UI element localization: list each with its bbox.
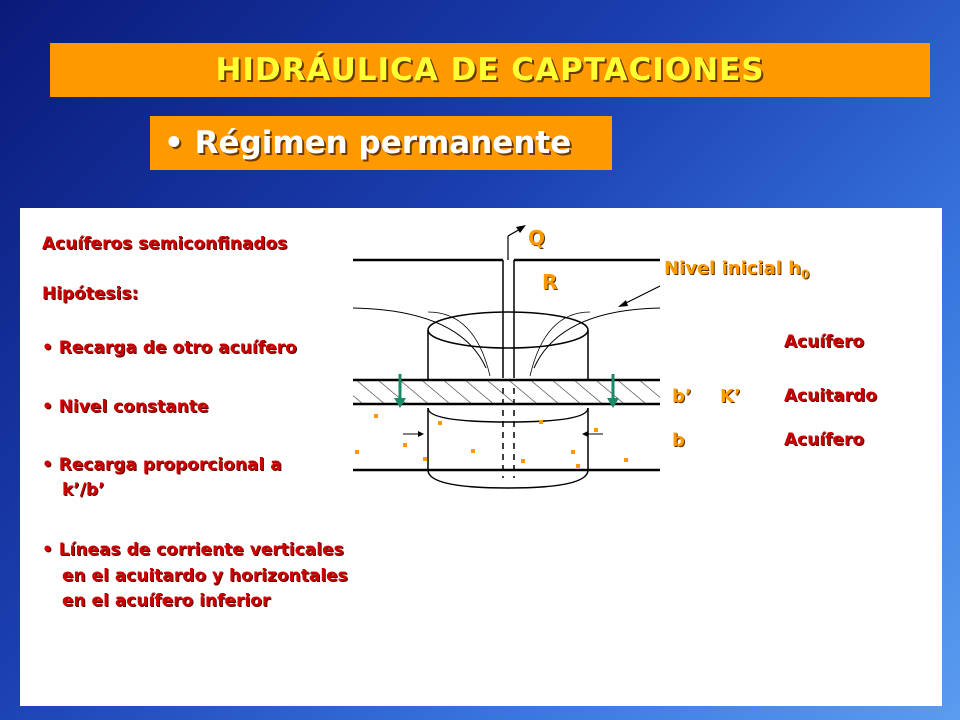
cone-curve-right [534, 308, 660, 368]
cone-curve-left [353, 308, 486, 368]
label-acuifero-top: Acuífero [784, 332, 865, 352]
title-bar [50, 43, 930, 97]
flow-arrow-left-head [418, 431, 424, 437]
nivel-pointer-head [618, 300, 628, 307]
content-panel [20, 208, 942, 706]
label-r: R [542, 270, 558, 294]
cylinder-bottom-curve [428, 470, 588, 488]
bullet-lineas-corriente-cont1: en el acuitardo y horizontales [62, 566, 348, 586]
slide-title: HIDRÁULICA DE CAPTACIONES [215, 52, 765, 88]
bullet-recarga-otro: • Recarga de otro acuífero [42, 338, 297, 358]
bullet-nivel-constante: • Nivel constante [42, 397, 209, 417]
label-b-prime: b’ [672, 386, 692, 407]
hypothesis-label: Hipótesis: [42, 284, 139, 304]
label-b: b [672, 430, 685, 451]
well-diagram [20, 208, 942, 706]
cylinder-mid-curve [428, 408, 588, 422]
slide-subtitle: • Régimen permanente [164, 125, 572, 161]
bullet-lineas-corriente-cont2: en el acuífero inferior [62, 591, 271, 611]
bullet-recarga-proporcional-cont: k’/b’ [62, 480, 105, 500]
bullet-recarga-proporcional: • Recarga proporcional a [42, 455, 282, 475]
q-arrow-head [516, 225, 526, 233]
bullet-lineas-corriente: • Líneas de corriente verticales [42, 540, 344, 560]
flow-arrow-right-head [582, 431, 588, 437]
label-q: Q [528, 226, 546, 250]
label-nivel-inicial: Nivel inicial $h_0$ [664, 258, 810, 282]
label-acuitardo: Acuitardo [784, 386, 877, 406]
subtitle-bar [150, 116, 612, 170]
label-acuifero-bottom: Acuífero [784, 430, 865, 450]
heading-semiconfined: Acuíferos semiconfinados [42, 234, 288, 254]
label-k-prime: K’ [720, 386, 741, 407]
